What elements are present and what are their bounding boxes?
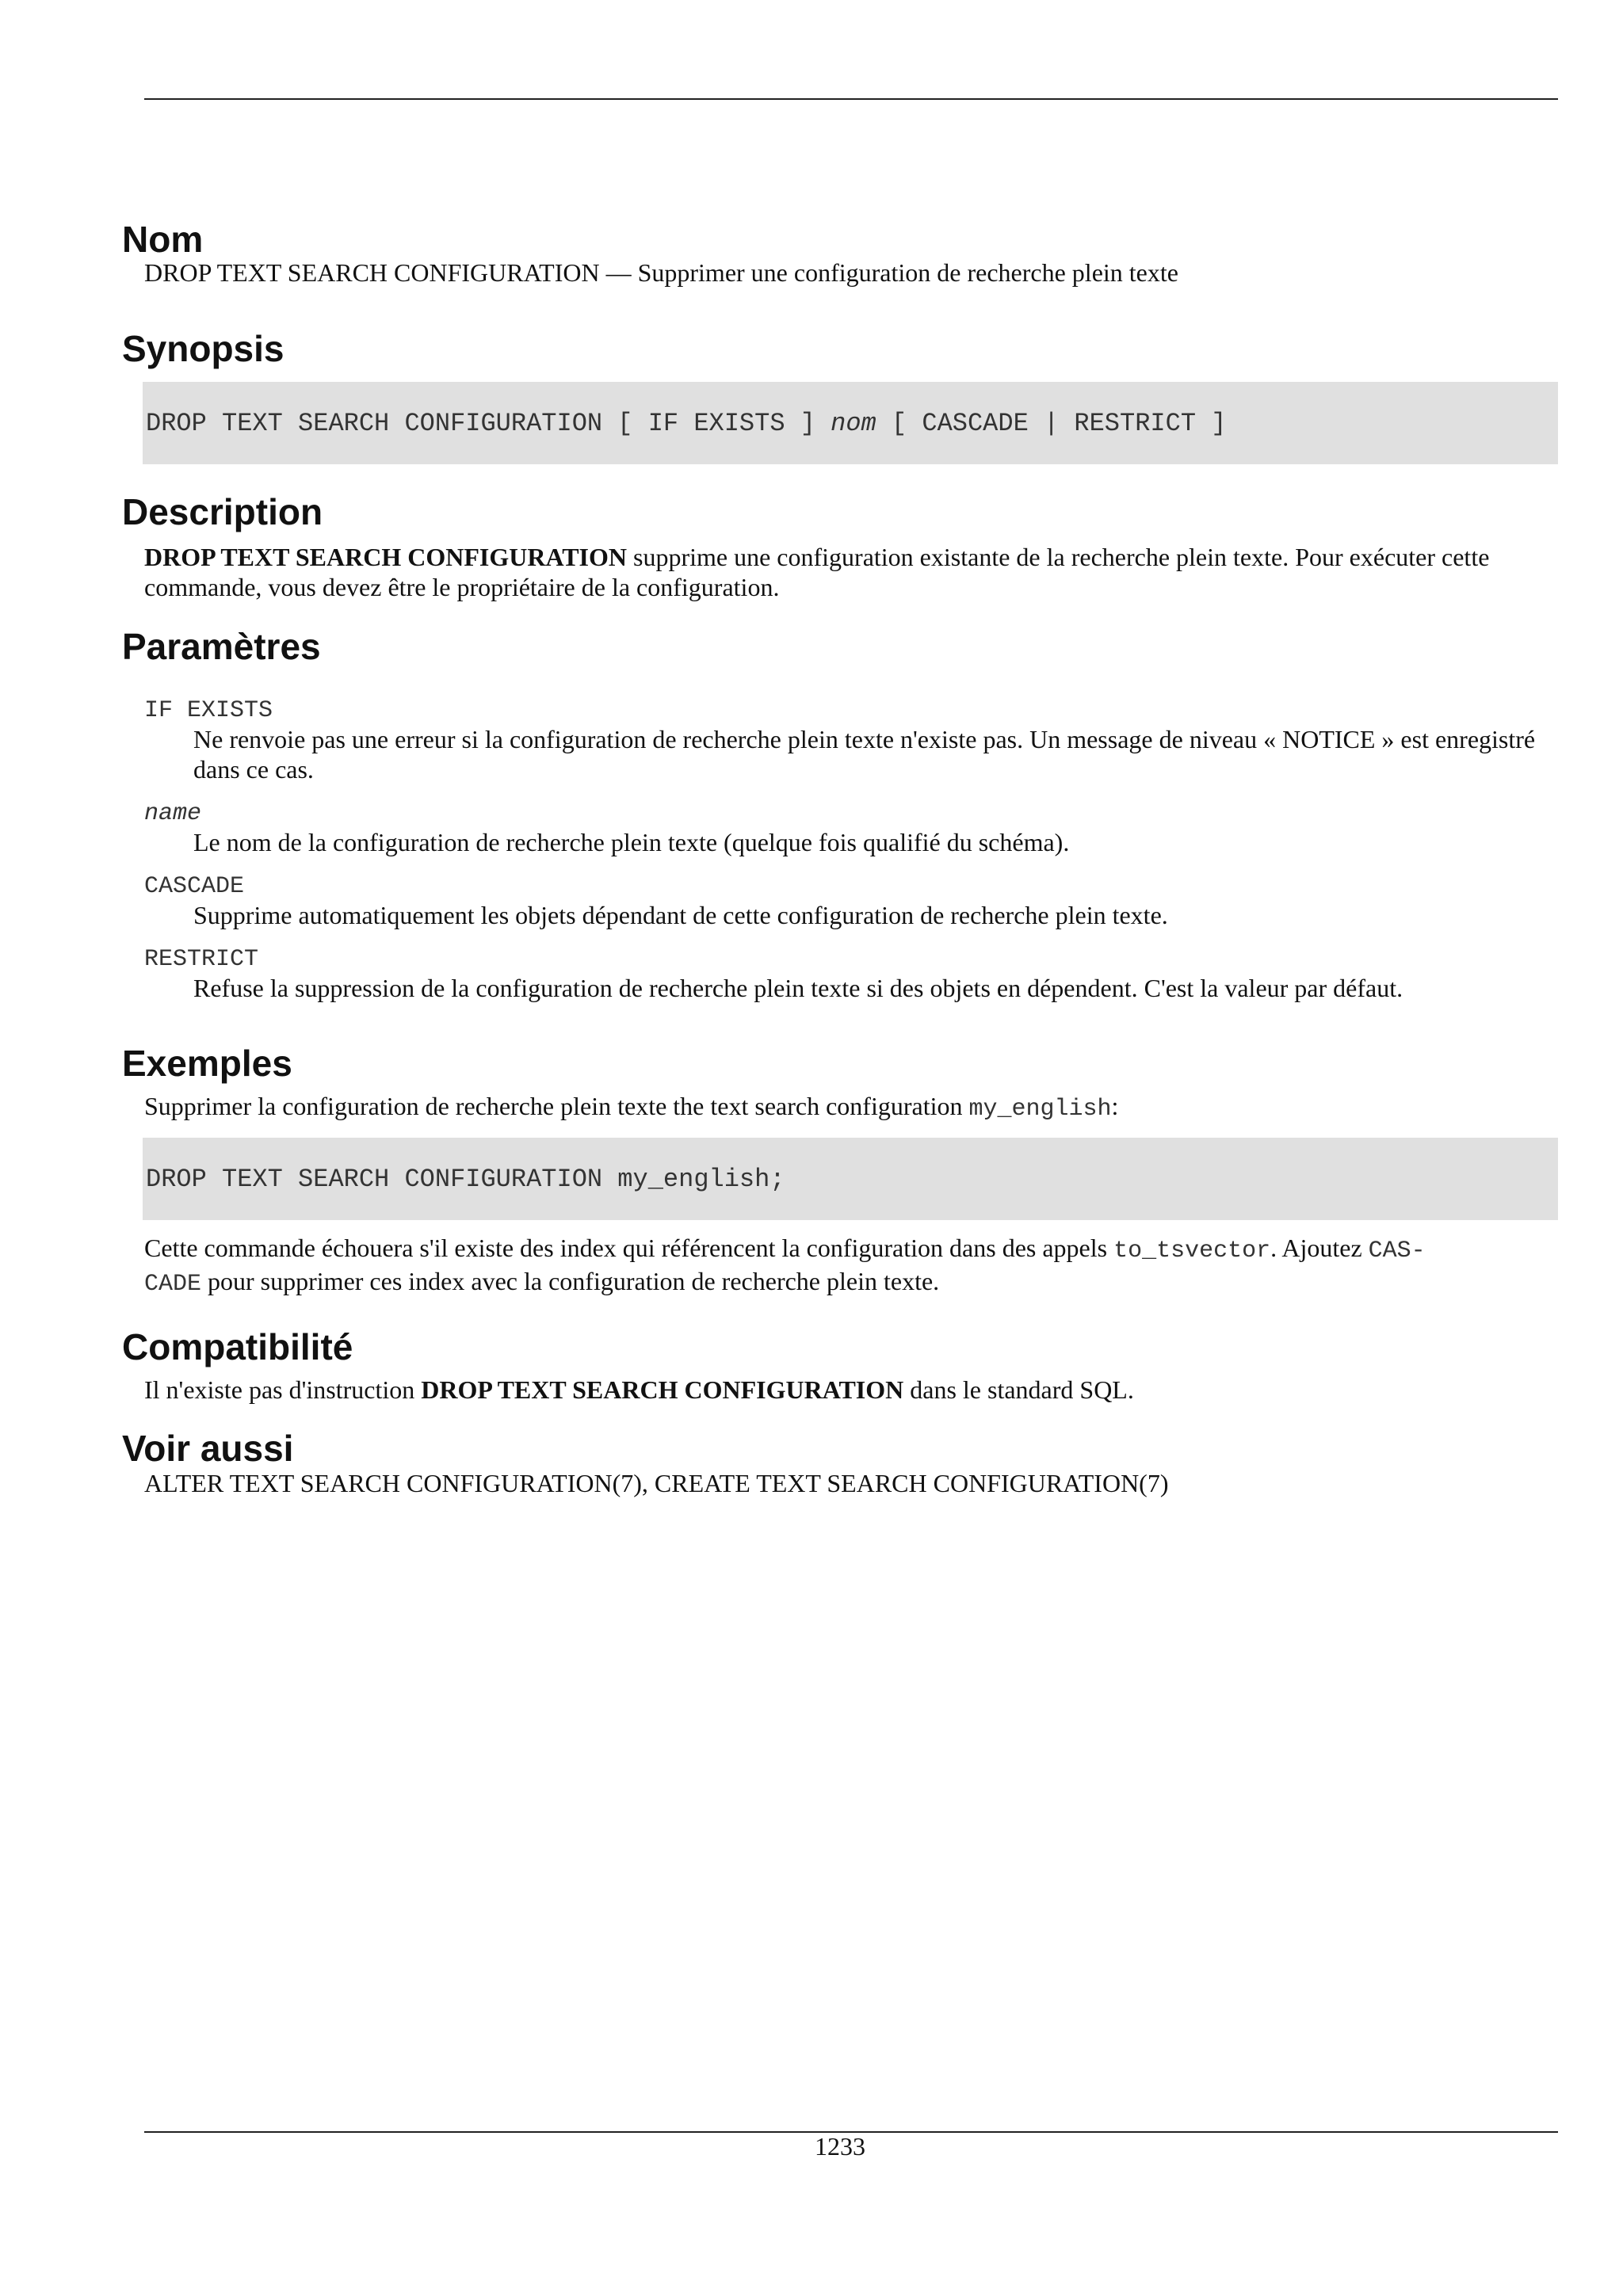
parameter-list [122,697,1558,1003]
heading-parametres: Paramètres [122,626,321,667]
exemples-lead-text: Supprimer la configuration de recherche plein texte the text search configuration [144,1092,969,1120]
parameter-term: IF EXISTS [144,697,273,724]
heading-synopsis: Synopsis [122,328,285,369]
heading-exemples: Exemples [122,1043,292,1084]
heading-description: Description [122,491,323,532]
synopsis-code-param: nom [831,408,876,438]
synopsis-code-start: DROP TEXT SEARCH CONFIGURATION [ IF EXISTS ] [146,408,831,438]
voir-aussi-links: ALTER TEXT SEARCH CONFIGURATION(7), CREATE TEXT SEARCH CONFIGURATION(7) [144,1469,1169,1497]
exemples-after-text-1: Cette commande échouera s'il existe des index qui référencent la configuration dans des appels [144,1234,1114,1262]
header-rule [144,98,1558,100]
parameter-definition: Le nom de la configuration de recherche plein texte (quelque fois qualifié du schéma). [193,828,1070,856]
exemples-after-code-2b: CADE [144,1271,202,1298]
page-content [122,215,1558,1499]
heading-nom: Nom [122,219,204,260]
heading-voir-aussi: Voir aussi [122,1428,294,1469]
section-compatibilite [122,1323,1558,1405]
exemples-after-text-2: . Ajoutez [1270,1234,1369,1262]
parameter-item [122,873,1558,930]
parameter-definition: Refuse la suppression de la configuration de recherche plein texte si des objets en dépendent. C'est la valeur par défaut. [193,974,1403,1002]
synopsis-code-block [143,382,1558,464]
section-description [122,488,1558,602]
exemples-lead-code: my_english [968,1096,1112,1123]
example-code: DROP TEXT SEARCH CONFIGURATION my_english; [146,1164,785,1194]
parameter-item [122,946,1558,1003]
compatibilite-text-2: dans le standard SQL. [903,1375,1134,1404]
section-nom [122,215,1558,288]
parameter-definition: Ne renvoie pas une erreur si la configuration de recherche plein texte n'existe pas. Un message de niveau « NOTICE » est enregistré dans ce cas. [193,725,1536,784]
exemples-after-text-3: pour supprimer ces index avec la configuration de recherche plein texte. [201,1267,940,1295]
description-text: supprime une configuration existante de la recherche plein texte. Pour exécuter cette commande, vous devez être le propriétaire de la configuration. [144,543,1490,601]
description-paragraph [144,542,1558,602]
exemples-after-paragraph [144,1233,1558,1299]
compatibilite-command: DROP TEXT SEARCH CONFIGURATION [421,1375,904,1404]
compatibilite-paragraph [144,1374,1558,1405]
synopsis-code-end: [ CASCADE | RESTRICT ] [876,408,1227,438]
section-voir-aussi [122,1425,1558,1499]
description-command: DROP TEXT SEARCH CONFIGURATION [144,543,627,571]
parameter-item [122,800,1558,857]
compatibilite-text-1: Il n'existe pas d'instruction [144,1375,422,1404]
section-exemples [122,1039,1558,1299]
example-code-block [143,1138,1558,1220]
section-parametres [122,623,1558,1003]
parameter-definition: Supprime automatiquement les objets dépendant de cette configuration de recherche plein texte. [193,901,1168,929]
parameter-term: CASCADE [144,873,245,900]
section-synopsis [122,325,1558,464]
parameter-term: RESTRICT [144,946,259,973]
parameter-item [122,697,1558,784]
nom-text: DROP TEXT SEARCH CONFIGURATION — Supprimer une configuration de recherche plein texte [144,258,1178,287]
exemples-after-code-2a: CAS- [1368,1238,1426,1264]
page-number: 1233 [815,2132,865,2161]
heading-compatibilite: Compatibilité [122,1326,353,1367]
exemples-lead-end: : [1111,1092,1119,1120]
exemples-after-code-1: to_tsvector [1113,1238,1271,1264]
parameter-term: name [144,800,202,827]
exemples-lead [144,1090,1558,1125]
